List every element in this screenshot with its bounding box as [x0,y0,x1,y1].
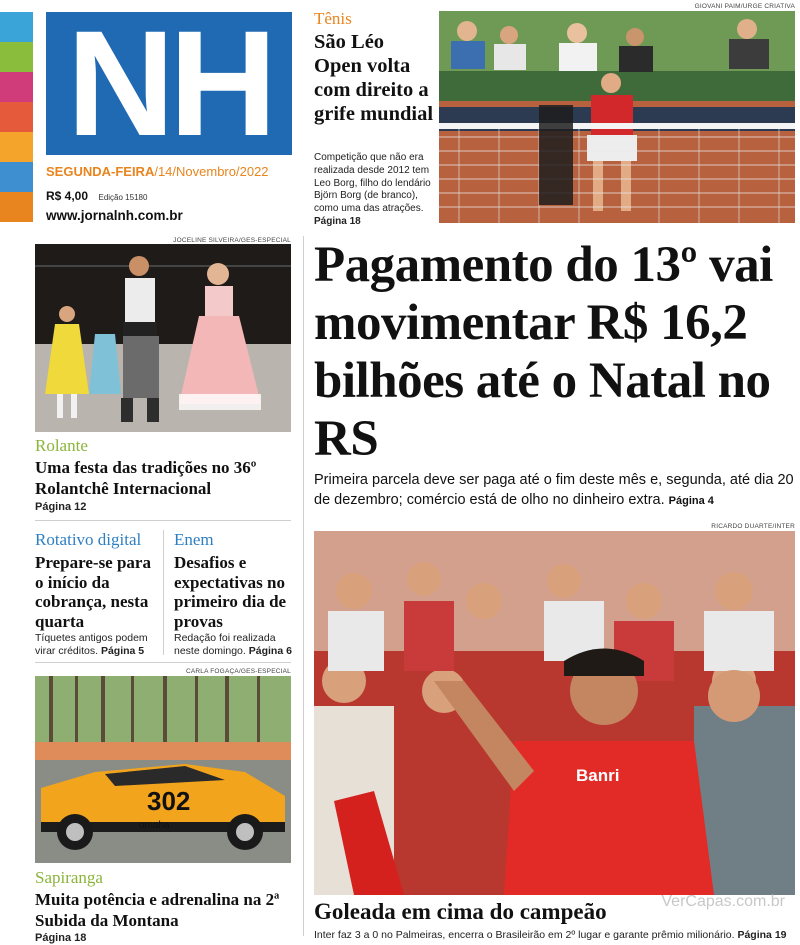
watermark: VerCapas.com.br [661,893,785,910]
separator-mid-1 [163,530,164,655]
logo-text: NH [66,0,272,167]
rotativo-summary [35,632,163,658]
inter-photo-image [314,531,795,895]
enem-category: Enem [174,530,214,549]
sapiranga-category: Sapiranga [35,868,103,887]
weekday: SEGUNDA-FEIRA [46,164,155,179]
rolante-photo-image [35,244,291,432]
tenis-headline[interactable]: São Léo Open volta com direito a grife mundial [314,31,434,125]
sapiranga-photo[interactable] [35,676,291,863]
sapiranga-photo-credit: CARLA FOGAÇA/GES-ESPECIAL [185,668,291,675]
separator-left-1 [35,520,291,521]
inter-photo[interactable] [314,531,795,895]
inter-page[interactable]: Página 19 [737,929,787,941]
price: R$ 4,00 [46,189,89,203]
rolante-headline[interactable]: Uma festa das tradições no 36º Rolantchê Internacional [35,458,257,498]
tenis-summary [314,152,436,229]
main-page[interactable]: Página 4 [668,494,714,507]
tenis-page[interactable]: Página 18 [314,215,361,227]
color-stripe [0,12,33,222]
inter-headline[interactable]: Goleada em cima do campeão [314,899,607,924]
date: /14/Novembro/2022 [154,164,269,179]
enem-summary-text: Redação foi realizada neste domingo. [174,632,276,657]
inter-summary-text: Inter faz 3 a 0 no Palmeiras, encerra o Brasileirão em 2º lugar e garante prêmio milionário. [314,929,735,941]
rotativo-category: Rotativo digital [35,530,142,549]
enem-headline[interactable]: Desafios e expectativas no primeiro dia de provas [174,553,287,631]
rotativo-headline[interactable]: Prepare-se para o início da cobrança, nesta quarta [35,553,151,631]
rolante-category: Rolante [35,436,88,455]
masthead-price-line [46,187,147,205]
separator-left-2 [35,662,291,663]
enem-summary [174,632,292,658]
tenis-photo-image [439,11,795,223]
inter-photo-credit: RICARDO DUARTE/INTER [711,523,795,530]
tenis-category: Tênis [314,9,352,28]
enem-page[interactable]: Página 6 [248,645,292,657]
masthead-date-line [46,164,306,179]
edition: Edição 15180 [98,193,148,202]
car-sponsor: omaha [139,820,170,831]
main-summary [314,471,798,511]
tenis-photo-credit: GIOVANI PAIM/URGE CRIATIVA [694,3,795,10]
tenis-summary-text: Competição que não era realizada desde 2012 tem Leo Borg, filho do lendário Björn Borg (de branco), como uma das atrações. [314,152,431,215]
shirt-text: Banri [576,766,620,785]
column-divider [303,236,304,936]
rolante-photo-credit: JOCELINE SILVEIRA/GES-ESPECIAL [173,237,291,244]
main-headline[interactable]: Pagamento do 13º vai movimentar R$ 16,2 bilhões até o Natal no RS [314,237,773,467]
rotativo-page[interactable]: Página 5 [100,645,145,657]
tenis-photo[interactable] [439,11,795,223]
rolante-page[interactable]: Página 12 [35,501,87,513]
sapiranga-headline[interactable]: Muita potência e adrenalina na 2ª Subida da Montana [35,890,280,930]
logo[interactable] [46,0,292,167]
sapiranga-photo-image [35,676,291,863]
rotativo-summary-text: Tíquetes antigos podem virar créditos. [35,632,148,657]
website-link[interactable]: www.jornalnh.com.br [46,208,183,223]
inter-summary [314,929,798,942]
rolante-photo[interactable] [35,244,291,432]
sapiranga-page[interactable]: Página 18 [35,932,87,944]
main-summary-text: Primeira parcela deve ser paga até o fim deste mês e, segunda, até dia 20 de dezembro; comércio está de olho no dinheiro extra. [314,472,794,508]
car-number: 302 [147,786,191,816]
